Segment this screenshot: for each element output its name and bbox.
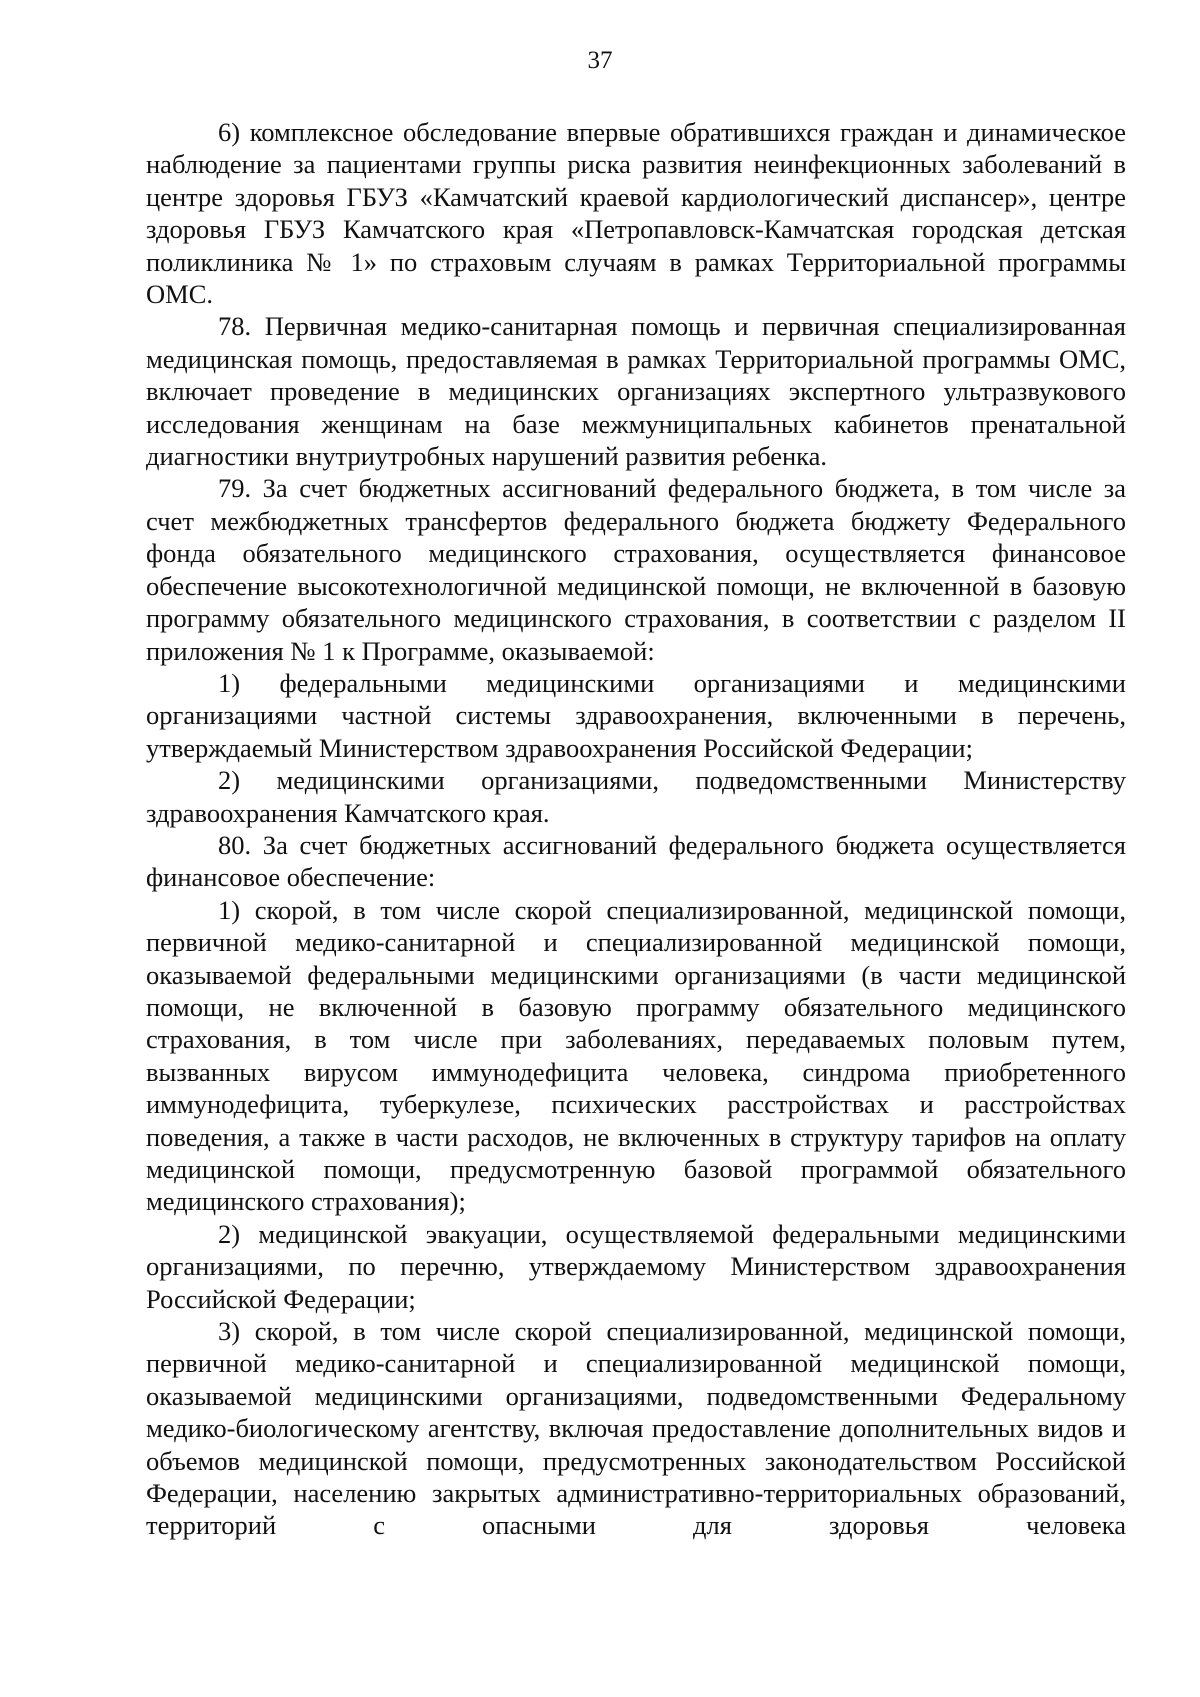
- paragraph-80-item-1: 1) скорой, в том числе скорой специализированной, медицинской помощи, первичной медико-санитарной и специализированной медицинской помощи, оказываемой федеральными медицинскими организациями (в части медицинской помощи, не включенной в базовую программу обязательного медицинского страхования, в том числе при заболеваниях, передаваемых половым путем, вызванных вирусом иммунодефицита человека, синдрома приобретенного иммунодефицита, туберкулезе, психических расстройствах и расстройствах поведения, а также в части расходов, не включенных в структуру тарифов на оплату медицинской помощи, предусмотренную базовой программой обязательного медицинского страхования);: [146, 894, 1126, 1217]
- paragraph-79-federal-funding: 79. За счет бюджетных ассигнований федерального бюджета, в том числе за счет межбюджетных трансфертов федерального бюджета бюджету Федерального фонда обязательного медицинского страхования, осуществляется финансовое обеспечение высокотехнологичной медицинской помощи, не включенной в базовую программу обязательного медицинского страхования, в соответствии с разделом II приложения № 1 к Программе, оказываемой:: [146, 473, 1126, 666]
- paragraph-79-item-1: 1) федеральными медицинскими организациями и медицинскими организациями частной системы здравоохранения, включенными в перечень, утверждаемый Министерством здравоохранения Российской Федерации;: [146, 667, 1126, 763]
- paragraph-78-primary-care: 78. Первичная медико-санитарная помощь и первичная специализированная медицинская помощь, предоставляемая в рамках Территориальной программы ОМС, включает проведение в медицинских организациях экспертного ультразвукового исследования женщинам на базе межмуниципальных кабинетов пренатальной диагностики внутриутробных нарушений развития ребенка.: [146, 311, 1126, 472]
- paragraph-item-6-health-centers: 6) комплексное обследование впервые обратившихся граждан и динамическое наблюдение за пациентами группы риска развития неинфекционных заболеваний в центре здоровья ГБУЗ «Камчатский краевой кардиологический диспансер», центре здоровья ГБУЗ Камчатского края «Петропавловск-Камчатская городская детская поликлиника № 1» по страховым случаям в рамках Территориальной программы ОМС.: [146, 117, 1126, 310]
- document-body: [146, 116, 1126, 1542]
- page-number: 37: [587, 47, 613, 74]
- paragraph-80-item-3: 3) скорой, в том числе скорой специализированной, медицинской помощи, первичной медико-санитарной и специализированной медицинской помощи, оказываемой медицинскими организациями, подведомственными Федеральному медико-биологическому агентству, включая предоставление дополнительных видов и объемов медицинской помощи, предусмотренных законодательством Российской Федерации, населению закрытых административно-территориальных образований, территорий с опасными для здоровья человека: [146, 1316, 1126, 1541]
- paragraph-80-item-2: 2) медицинской эвакуации, осуществляемой федеральными медицинскими организациями, по перечню, утверждаемому Министерством здравоохранения Российской Федерации;: [146, 1218, 1126, 1314]
- paragraph-79-item-2: 2) медицинскими организациями, подведомственными Министерству здравоохранения Камчатского края.: [146, 765, 1126, 828]
- paragraph-80-intro: 80. За счет бюджетных ассигнований федерального бюджета осуществляется финансовое обеспечение:: [146, 829, 1126, 893]
